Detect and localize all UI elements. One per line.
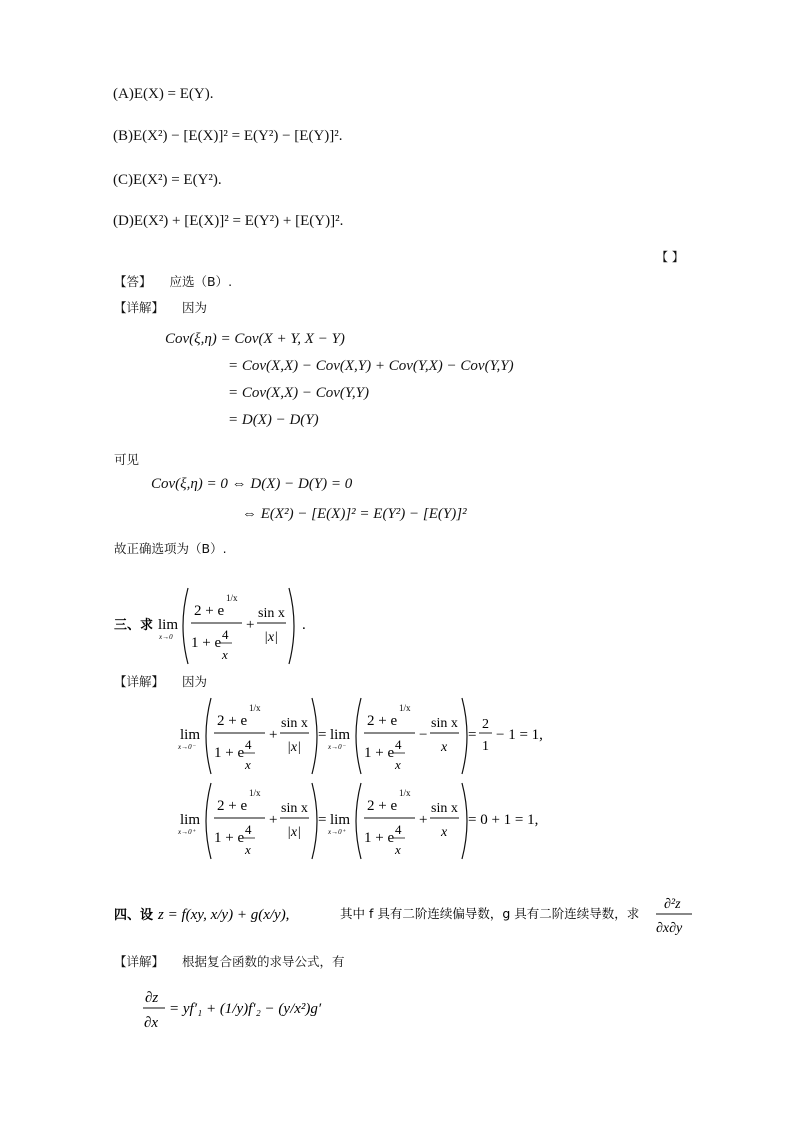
lim-left-a-sub: x→0⁻: [178, 743, 196, 751]
res1-den: 1: [482, 739, 489, 754]
detail4-label: 【详解】: [114, 954, 165, 969]
problem3-end: .: [302, 617, 306, 633]
rr-exp1: 1/x: [399, 788, 411, 798]
problem4-text: 其中 f 具有二阶连续偏导数，g 具有二阶连续导数，求: [340, 906, 640, 921]
cov-eq1: Cov(ξ,η) = Cov(X + Y, X − Y): [165, 331, 345, 347]
ll-num2: sin x: [281, 716, 308, 731]
option-b: (B)E(X²) − [E(X)]² = E(Y²) − [E(Y)]².: [113, 128, 343, 144]
detail1-label: 【详解】: [114, 300, 165, 315]
kejian-text: 可见: [114, 452, 140, 467]
dz-den: ∂x: [144, 1015, 159, 1031]
lr-den1: 1 + e: [364, 745, 395, 761]
problem3: [114, 585, 314, 671]
limit-left-row: [178, 695, 548, 781]
right-paren: [289, 588, 294, 664]
lim-right-a: lim: [180, 812, 201, 828]
cov-eq3: = Cov(X,X) − Cov(Y,Y): [228, 385, 369, 401]
limit-right-row: [178, 780, 548, 866]
ll-num1: 2 + e: [217, 713, 248, 729]
lr-dd1: x: [395, 757, 401, 772]
problem3-prefix: 三、求: [114, 618, 154, 633]
lr-minus: −: [419, 727, 428, 743]
option-a: (A)E(X) = E(Y).: [113, 86, 214, 102]
rr-plus: +: [419, 812, 428, 828]
lr-dn1: 4: [395, 737, 402, 752]
ll-eq: =: [318, 727, 327, 743]
problem4-deriv-den: ∂x∂y: [656, 921, 683, 936]
paren-ra1: [206, 783, 211, 859]
detail1-heading: [114, 298, 207, 316]
paren-rb2: [462, 783, 467, 859]
conclusion-text: 故正确选项为（B）.: [114, 541, 227, 556]
rr-dd1: x: [395, 842, 401, 857]
dz-rhs: = yf′₁ + (1/y)f′₂ − (y/x²)g′: [169, 1001, 322, 1017]
rl-den2: |x|: [287, 825, 301, 840]
detail3-intro: 因为: [182, 674, 208, 689]
lim-right-b-sub: x→0⁺: [328, 828, 346, 836]
detail4-text: 根据复合函数的求导公式，有: [182, 954, 345, 969]
answer-line: [114, 272, 232, 290]
lr-num2: sin x: [431, 716, 458, 731]
left-paren: [183, 588, 188, 664]
paren-lb2: [462, 698, 467, 774]
res2: = 0 + 1 = 1,: [468, 812, 539, 828]
ll-exp1: 1/x: [249, 703, 261, 713]
paren-ra2: [312, 783, 317, 859]
problem4-prefix: 四、设: [114, 908, 154, 923]
answer-label: 【答】: [114, 274, 152, 289]
rl-plus: +: [269, 812, 278, 828]
rr-num1: 2 + e: [367, 798, 398, 814]
rl-den1: 1 + e: [214, 830, 245, 846]
rr-den2: x: [441, 825, 448, 840]
lim-text: lim: [158, 617, 179, 633]
rr-num2: sin x: [431, 801, 458, 816]
res1-tail: − 1 = 1,: [496, 727, 543, 743]
detail1-intro: 因为: [182, 300, 208, 315]
paren-rb1: [356, 783, 361, 859]
lr-den2: x: [441, 740, 448, 755]
detail3-label: 【详解】: [114, 674, 165, 689]
lim-sub: x→0: [159, 633, 173, 641]
detail3-heading: [114, 672, 207, 690]
option-c: (C)E(X²) = E(Y²).: [113, 172, 222, 188]
ll-dd1: x: [245, 757, 251, 772]
frac1-den-num: 4: [222, 627, 229, 642]
cov-eq4: = D(X) − D(Y): [228, 412, 319, 428]
problem4-formula: [114, 888, 694, 944]
lim-left-b-sub: x→0⁻: [328, 743, 346, 751]
rr-dn1: 4: [395, 822, 402, 837]
frac2-den: |x|: [264, 630, 278, 645]
problem4: [114, 888, 694, 948]
limit-right-formula: [178, 780, 548, 862]
ll-dn1: 4: [245, 737, 252, 752]
lr-exp1: 1/x: [399, 703, 411, 713]
rr-den1: 1 + e: [364, 830, 395, 846]
paren-lb1: [356, 698, 361, 774]
rl-num1: 2 + e: [217, 798, 248, 814]
cov-eq5: Cov(ξ,η) = 0 ⇔ D(X) − D(Y) = 0: [151, 476, 353, 492]
lim-left-b: lim: [330, 727, 351, 743]
frac1-den: 1 + e: [191, 635, 222, 651]
lim-left-a: lim: [180, 727, 201, 743]
lr-num1: 2 + e: [367, 713, 398, 729]
problem4-expr: z = f(xy, x/y) + g(x/y),: [158, 907, 290, 923]
frac1-num: 2 + e: [194, 603, 225, 619]
detail4-heading: [114, 952, 345, 970]
answer-text: 应选（B）.: [169, 274, 233, 289]
problem3-formula: [114, 585, 314, 667]
cov-eq6: ⇔ E(X²) − [E(X)]² = E(Y²) − [E(Y)]²: [242, 506, 467, 522]
lim-right-a-sub: x→0⁺: [178, 828, 196, 836]
option-d: (D)E(X²) + [E(X)]² = E(Y²) + [E(Y)]².: [113, 213, 344, 229]
rl-exp1: 1/x: [249, 788, 261, 798]
problem4-deriv-num: ∂²z: [664, 897, 681, 912]
paren-la2: [312, 698, 317, 774]
frac1-den-den: x: [222, 647, 228, 662]
res1-eq: =: [468, 727, 477, 743]
detail4-formula: [143, 982, 363, 1038]
ll-den2: |x|: [287, 740, 301, 755]
ll-plus: +: [269, 727, 278, 743]
answer-bracket: 【 】: [656, 250, 684, 264]
lim-right-b: lim: [330, 812, 351, 828]
limit-left-formula: [178, 695, 548, 777]
detail4-formula-row: [143, 982, 363, 1042]
ll-den1: 1 + e: [214, 745, 245, 761]
frac2-num: sin x: [258, 606, 285, 621]
paren-la1: [206, 698, 211, 774]
rl-dd1: x: [245, 842, 251, 857]
rl-dn1: 4: [245, 822, 252, 837]
res1-num: 2: [482, 717, 489, 732]
dz-num: ∂z: [145, 990, 159, 1006]
plus-sign: +: [246, 617, 255, 633]
cov-eq2: = Cov(X,X) − Cov(X,Y) + Cov(Y,X) − Cov(Y,Y): [228, 358, 514, 374]
frac1-exp: 1/x: [226, 593, 238, 603]
rl-eq: =: [318, 812, 327, 828]
rl-num2: sin x: [281, 801, 308, 816]
